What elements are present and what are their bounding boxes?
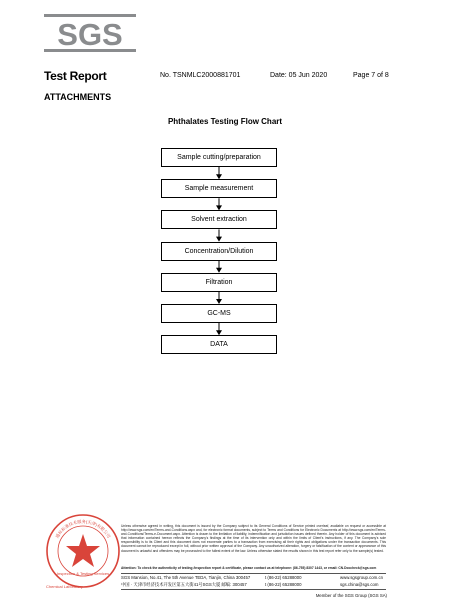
flow-step-label: DATA [210,341,228,349]
page-number: Page 7 of 8 [353,72,389,79]
sgs-group-member: Member of the SGS Group (SGS SA) [315,593,387,598]
stamp-bottom-text: Inspection & Testing Services [56,571,110,576]
stamp-top-text: 通标标准技术服务(天津)有限公司 [54,518,112,539]
flow-step-label: GC-MS [207,310,231,317]
flow-step-label: Sample cutting/preparation [177,154,261,161]
star-icon [66,534,100,567]
report-date: Date: 05 Jun 2020 [270,72,328,79]
flow-step-label: Concentration/Dilution [184,247,254,255]
phone-english: t (86-22) 65288000 [265,575,302,580]
flow-step-box [161,273,277,292]
address-chinese: 中国 · 天津市经济技术开发区第五大街41号SGS大厦 邮编: 300457 [121,582,247,587]
email-link[interactable]: sgs.china@sgs.com [340,582,379,587]
report-number: No. TSNMLC2000881701 [160,72,241,79]
footer-divider-2 [121,589,386,590]
flow-chart-title: Phthalates Testing Flow Chart [167,117,283,126]
flow-step-box [161,335,277,354]
laboratory-stamp [44,512,122,590]
flow-step-box [161,179,277,198]
flow-step-label: Solvent extraction [191,216,247,224]
phone-chinese: t (86-22) 65288000 [265,582,302,587]
flow-step-label: Filtration [205,278,233,286]
logo-text: SGS [57,17,123,52]
flow-step-box [161,210,277,229]
stamp-side-text: Chemical Laboratory [46,584,83,589]
footer-divider [121,573,386,574]
section-label: ATTACHMENTS [44,92,112,102]
report-title: Test Report [44,69,107,83]
flow-step-box [161,148,277,167]
flow-step-box [161,304,277,323]
disclaimer-text: Unless otherwise agreed in writing, this document is issued by the Company subject to its General Conditions of Service printed overleaf, available on request or accessible at http://www.sgs.com/en/Terms-and-Conditions.aspx and, for electronic format documents, subject to Terms and Conditions for Electronic Documents at http://www.sgs.com/en/Terms-and-Conditions/Terms-e-Document.aspx. Attention is drawn to the limitation of liability, indemnification and jurisdiction issues defined therein. Any holder of this document is advised that information contained hereon reflects the Company's findings at the time of its intervention only and within the limits of Client's instructions, if any. The Company's sole responsibility is to its Client and this document does not exonerate parties to a transaction from exercising all their rights and obligations under the transaction documents. This document cannot be reproduced except in full, without prior written approval of the Company. Any unauthorized alteration, forgery or falsification of the content or appearance of this document is unlawful and offenders may be prosecuted to the fullest extent of the law. Unless otherwise stated the results shown in this test report refer only to the sample(s) tested. [121,524,386,553]
website-link[interactable]: www.sgsgroup.com.cn [340,575,383,580]
address-english: SGS Mansion, No.41, The 5th Avenue TEDA, Tianjin, China 300457 [121,575,251,580]
flow-step-box [161,242,277,261]
flow-step-label: Sample measurement [184,185,254,193]
authenticity-note: Attention: To check the authenticity of testing /inspection report & certificate, please contact us at telephone: (86-755) 8307 1443, or email: CN.Doccheck@sgs.com [121,566,377,570]
